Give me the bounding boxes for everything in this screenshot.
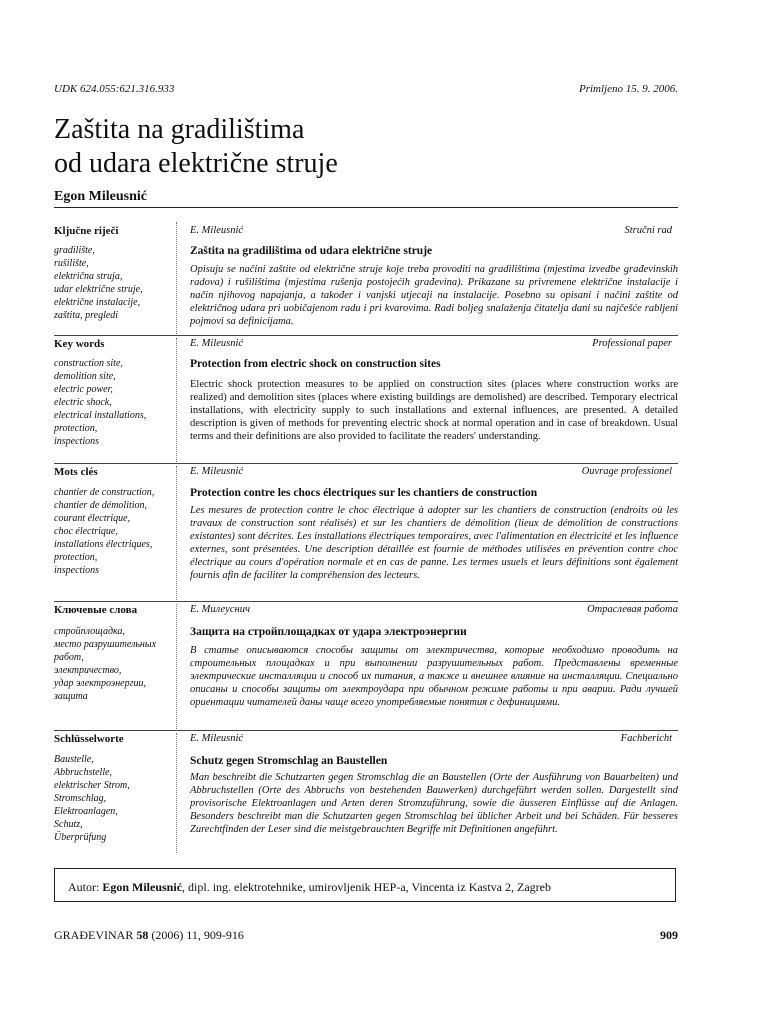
keywords-list-de <box>54 753 172 844</box>
received-date: Primljeno 15. 9. 2006. <box>579 83 678 95</box>
keyword: chantier de construction, <box>54 487 155 498</box>
keyword: rušilište, <box>54 258 89 269</box>
keyword: electrical installations, <box>54 410 147 421</box>
keyword: construction site, <box>54 358 123 369</box>
column-divider <box>176 733 177 853</box>
paper-type-hr: Stručni rad <box>624 225 672 236</box>
column-divider <box>176 466 177 600</box>
keyword: Abbruchstelle, <box>54 767 113 778</box>
article-title <box>54 113 654 181</box>
keyword: demolition site, <box>54 371 116 382</box>
keyword: inspections <box>54 565 99 576</box>
journal-issue: (2006) 11, 909-916 <box>148 928 244 942</box>
section-separator <box>54 463 678 464</box>
abstract-fr: Les mesures de protection contre le choc électrique à adopter sur les chantiers de construction (endroits où les travaux de construction sont réalisés) et sur les chantiers de démolition (lieux de démolition de constructions existantes) sont décrites. Les installations électriques temporaires, avec l'alimentation en électricité et les influence externes, sont présentées. Une description détaillée est fournie de méthodes utilisées en prévention contre choc électrique au cours d'opération normale et en cas de panne. Les termes usuels et leurs définitions sont également fournis afin de faciliter la compréhension des lecteurs. <box>190 505 678 581</box>
page-number: 909 <box>660 928 678 942</box>
paper-type-en: Professional paper <box>592 338 672 349</box>
keyword: zaštita, pregledi <box>54 310 119 321</box>
keyword: installations électriques, <box>54 539 153 550</box>
keyword: gradilište, <box>54 245 95 256</box>
title-rule <box>54 207 678 208</box>
column-divider <box>176 338 177 462</box>
section-author-ru: Е. Милеуснич <box>190 604 250 615</box>
title-line-2: od udara električne struje <box>54 148 338 179</box>
keywords-title-en: Key words <box>54 338 105 350</box>
keyword: стройплощадка, <box>54 626 125 637</box>
keyword: udar električne struje, <box>54 284 143 295</box>
section-separator <box>54 601 678 602</box>
author-prefix: Autor: <box>68 880 103 894</box>
section-heading-en: Protection from electric shock on construction sites <box>190 358 441 370</box>
keywords-title-de: Schlüsselworte <box>54 733 124 745</box>
abstract-en: Electric shock protection measures to be applied on construction sites (places where construction works are realized) and demolition sites (places where existing buildings are demolished) are described. Temporary electrical installations, with electricity supply to such installations and external influences, are presented. A detailed description is given of methods for preventing electric shock at normal operation and in case of breakdown. Usual terms and their definitions are also provided to facilitate the readers' understanding. <box>190 379 678 442</box>
column-divider <box>176 222 177 334</box>
section-separator <box>54 335 678 336</box>
keyword: место разрушительных работ, <box>54 639 157 663</box>
keywords-title-fr: Mots clés <box>54 466 98 478</box>
keyword: courant électrique, <box>54 513 131 524</box>
keyword: Schutz, <box>54 819 83 830</box>
udk-code: UDK 624.055:621.316.933 <box>54 83 175 95</box>
section-separator <box>54 730 678 731</box>
title-line-1: Zaštita na gradilištima <box>54 114 305 145</box>
keyword: električna struja, <box>54 271 123 282</box>
paper-type-ru: Отраслевая работа <box>587 604 678 615</box>
author-info <box>68 880 551 895</box>
paper-type-fr: Ouvrage professionel <box>581 466 672 477</box>
keywords-list-ru <box>54 625 172 703</box>
keyword: choc électrique, <box>54 526 118 537</box>
keyword: chantier de démolition, <box>54 500 148 511</box>
keywords-list-fr <box>54 486 172 577</box>
journal-volume: 58 <box>136 928 149 942</box>
keyword: Baustelle, <box>54 754 94 765</box>
keyword: Elektroanlagen, <box>54 806 118 817</box>
keywords-title-hr: Ključne riječi <box>54 225 119 237</box>
abstract-ru: В статье описываются способы защиты от электричества, которые необходимо проводить на строительных площадках и при выполнении разрушительных работ. Представлены временные электрические инсталляции и способ их питания, а также и внешнее влияние на инсталляции. Специально описаны и способы защиты от электроудара при обычном режиме работы и при аварии. Ради лучшей ориентации читателей даны чаще всего употребляемые понятия с дефинициями. <box>190 645 678 708</box>
column-divider <box>176 604 177 729</box>
keyword: электричество, <box>54 665 122 676</box>
section-heading-hr: Zaštita na gradilištima od udara električne struje <box>190 245 433 257</box>
section-author-fr: E. Mileusnić <box>190 466 244 477</box>
section-heading-fr: Protection contre les chocs électriques sur les chantiers de construction <box>190 487 538 499</box>
keyword: защита <box>54 691 88 702</box>
keyword: electric shock, <box>54 397 112 408</box>
author-name: Egon Mileusnić <box>54 189 147 204</box>
keywords-list-hr <box>54 244 172 322</box>
abstract-hr: Opisuju se načini zaštite od električne struje koje treba provoditi na gradilištima (mjestima izvedbe građevinskih radova) i rušilištima (mjestima rušenja postojećih građevina). Prikazane su privremene električne instalacije i način njihovog napajanja, a također i vanjski utjecaji na instalacije. Posebno su opisani i načini zaštite od električnog udara pri uobičajenom radu i pri kvarovima. Radi boljeg snalaženja čitatelja dani su najčešće rabljeni pojmovi sa definicijama. <box>190 264 678 327</box>
keyword: Stromschlag, <box>54 793 107 804</box>
keyword: električne instalacije, <box>54 297 141 308</box>
section-heading-ru: Защита на стройплощадках от удара электроэнергии <box>190 626 467 638</box>
abstract-de: Man beschreibt die Schutzarten gegen Stromschlag die an Baustellen (Orte der Ausführung von Bauarbeiten) und Abbruchstellen (Orte des Abbruchs von bestehenden Bauwerken) durchgeführt werden sollen. Dargestellt sind provisorische Elektroanlagen und Arten deren Stromzuführung, sowie die äusseren Einflüsse auf die Anlagen. Besonders beschreibt man die Schutzarten gegen Stromschlag bei üblicher Arbeit und bei Schäden. Für besseres Zurechtfinden der Leser sind die meistgebrauchten Begriffe mit Definitionen angeführt. <box>190 772 678 835</box>
keywords-list-en <box>54 357 172 448</box>
journal-citation <box>54 928 244 943</box>
section-author-de: E. Mileusnić <box>190 733 244 744</box>
keyword: electric power, <box>54 384 113 395</box>
section-author-en: E. Mileusnić <box>190 338 244 349</box>
section-author-hr: E. Mileusnić <box>190 225 244 236</box>
keyword: Überprüfung <box>54 832 107 843</box>
paper-type-de: Fachbericht <box>620 733 672 744</box>
keywords-title-ru: Ключевые слова <box>54 604 138 616</box>
section-heading-de: Schutz gegen Stromschlag an Baustellen <box>190 755 388 767</box>
journal-name: GRAĐEVINAR <box>54 928 134 942</box>
keyword: elektrischer Strom, <box>54 780 130 791</box>
keyword: protection, <box>54 552 98 563</box>
keyword: protection, <box>54 423 98 434</box>
author-box-name: Egon Mileusnić <box>102 880 183 894</box>
author-details: , dipl. ing. elektrotehnike, umirovljenik HEP-a, Vincenta iz Kastva 2, Zagreb <box>182 880 551 894</box>
keyword: inspections <box>54 436 99 447</box>
keyword: удар электроэнергии, <box>54 678 147 689</box>
